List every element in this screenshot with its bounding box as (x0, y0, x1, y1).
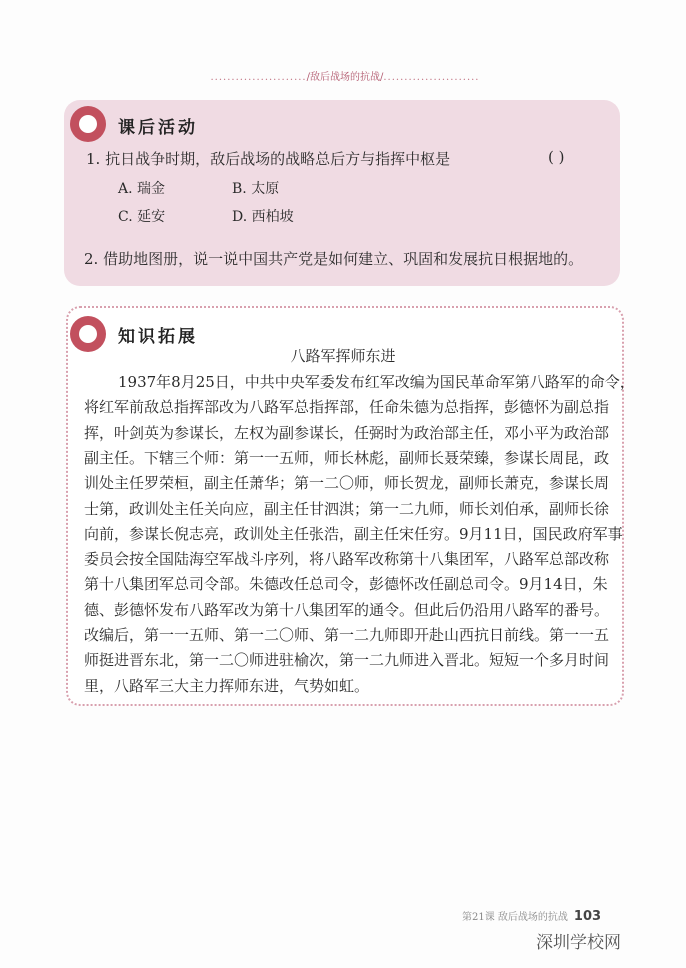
footer-lesson: 第21课 敌后战场的抗战 (462, 912, 568, 923)
header-dots: ....................... (383, 72, 480, 83)
article-title: 八路军挥师东进 (290, 347, 396, 365)
option-d: D. 西柏坡 (232, 209, 294, 225)
answer-blank: ( ) (548, 148, 565, 166)
article-line: 将红军前敌总指挥部改为八路军总指挥部，任命朱德为总指挥，彭德怀为副总指 (84, 398, 610, 417)
option-b: B. 太原 (232, 181, 280, 197)
article-line: 里，八路军三大主力挥师东进，气势如虹。 (84, 676, 370, 695)
option-c: C. 延安 (118, 209, 166, 225)
article-line: 第十八集团军总司令部。朱德改任总司令，彭德怀改任副总司令。9月14日，朱 (84, 575, 608, 594)
article-line: 挥，叶剑英为参谋长，左权为副参谋长，任弼时为政治部主任，邓小平为政治部 (84, 423, 610, 442)
article-line: 1937年8月25日，中共中央军委发布红军改编为国民革命军第八路军的命令， (118, 373, 635, 391)
question-1: 1. 抗日战争时期，敌后战场的战略总后方与指挥中枢是 (86, 150, 451, 168)
running-title: /敌后战场的抗战/ (306, 72, 384, 83)
article-line: 改编后，第一一五师、第一二〇师、第一二九师即开赴山西抗日前线。第一一五 (84, 626, 610, 644)
knowledge-section-title: 知识拓展 (118, 327, 198, 347)
header-dots: ....................... (210, 72, 307, 83)
watermark: 深圳学校网 (536, 933, 621, 953)
question-2: 2. 借助地图册，说一说中国共产党是如何建立、巩固和发展抗日根据地的。 (84, 250, 584, 268)
article-line: 委员会按全国陆海空军战斗序列，将八路军改称第十八集团军，八路军总部改称 (84, 550, 610, 569)
article-line: 训处主任罗荣桓，副主任萧华；第一二〇师，师长贺龙，副师长萧克，参谋长周 (84, 474, 610, 493)
page-footer (462, 908, 601, 924)
article-line: 德、彭德怀发布八路军改为第十八集团军的通令。但此后仍沿用八路军的番号。 (84, 600, 610, 619)
running-header (200, 68, 490, 83)
activity-section-title: 课后活动 (118, 118, 198, 138)
page-number: 103 (573, 909, 602, 924)
article-line: 向前，参谋长倪志亮，政训处主任张浩，副主任宋任穷。9月11日，国民政府军事 (84, 524, 623, 543)
option-a: A. 瑞金 (118, 181, 166, 197)
article-line: 士第，政训处主任关向应，副主任甘泗淇；第一二九师，师长刘伯承，副师长徐 (84, 499, 610, 518)
article-line: 副主任。下辖三个师：第一一五师，师长林彪，副师长聂荣臻，参谋长周昆，政 (84, 448, 610, 467)
article-line: 师挺进晋东北，第一二〇师进驻榆次，第一二九师进入晋北。短短一个多月时间 (84, 651, 610, 670)
activity-section-icon (70, 106, 106, 142)
